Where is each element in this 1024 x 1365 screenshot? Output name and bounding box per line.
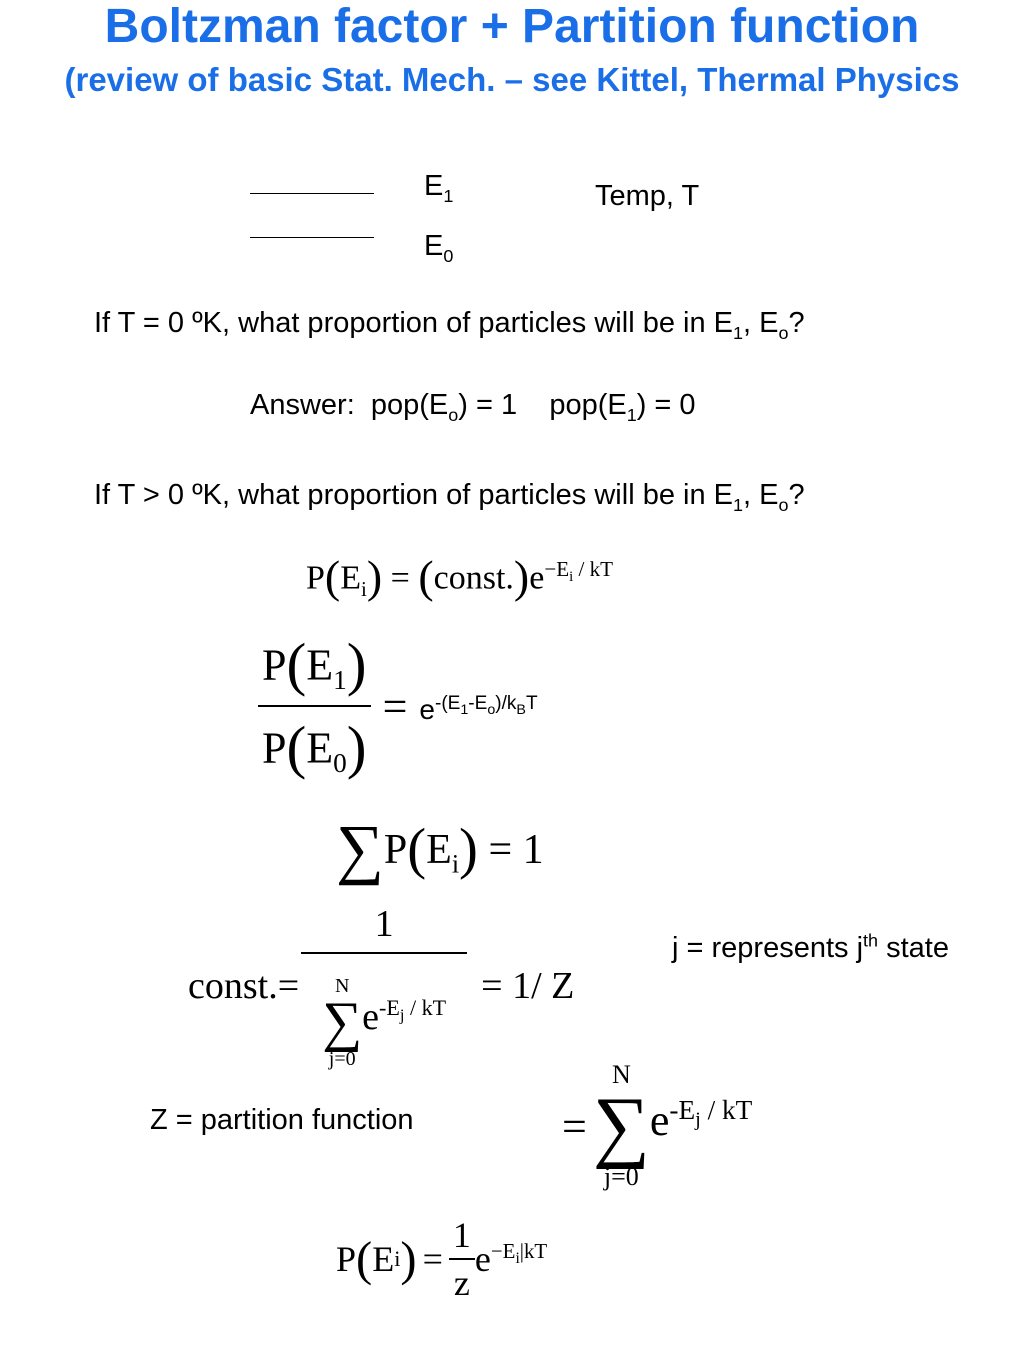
boltzmann-probability-equation: $P(E_i)$ = $(const.)e^{-E_i / kT}$ (306, 551, 613, 602)
energy-level-e0-line (250, 237, 374, 238)
normalization-constant-equation: const.= 1 N ∑ j=0 $e^{-E_j / kT}$ = 1/ Z (188, 903, 575, 1071)
partition-function-equation: = N ∑ j=0 $e^{-E_j / kT}$ (562, 1060, 753, 1191)
population-ratio-equation: $\frac{P(E_1)}{P(E_0)}$ = $e^{-(E_1-E_o)/k_BT}$ (258, 630, 538, 782)
page-title: Boltzman factor + Partition function (104, 0, 920, 53)
question-positive-temperature: If T > 0 ºK, what proportion of particles will be in $E_1$, $E_o$? (94, 479, 805, 515)
energy-level-e1-line (250, 193, 374, 194)
answer-line: Answer: $pop(E_o) = 1$ $pop(E_1) = 0$ (250, 389, 696, 425)
page-subtitle: (review of basic Stat. Mech. – see Kittel, Thermal Physics (64, 61, 960, 98)
energy-level-e0-label: $E_0$ (424, 230, 454, 266)
ratio-fraction: $\frac{P(E_1)}{P(E_0)}$ (258, 630, 371, 782)
question-zero-temperature: If T = 0 ºK, what proportion of particles will be in $E_1$, $E_o$? (94, 307, 805, 343)
temperature-label: Temp, T (595, 180, 700, 212)
energy-level-e1-label: $E_1$ (424, 170, 454, 206)
j-state-note: j = represents $j^{th}$ state (672, 930, 949, 964)
final-probability-equation: P ( E i ) = $\frac{1}{z}$ $e^{-E_i|kT}$ (336, 1215, 548, 1303)
normalization-equation: $\sum P(E_i) = 1$ (336, 811, 544, 886)
partition-function-label: Z = partition function (150, 1104, 414, 1136)
